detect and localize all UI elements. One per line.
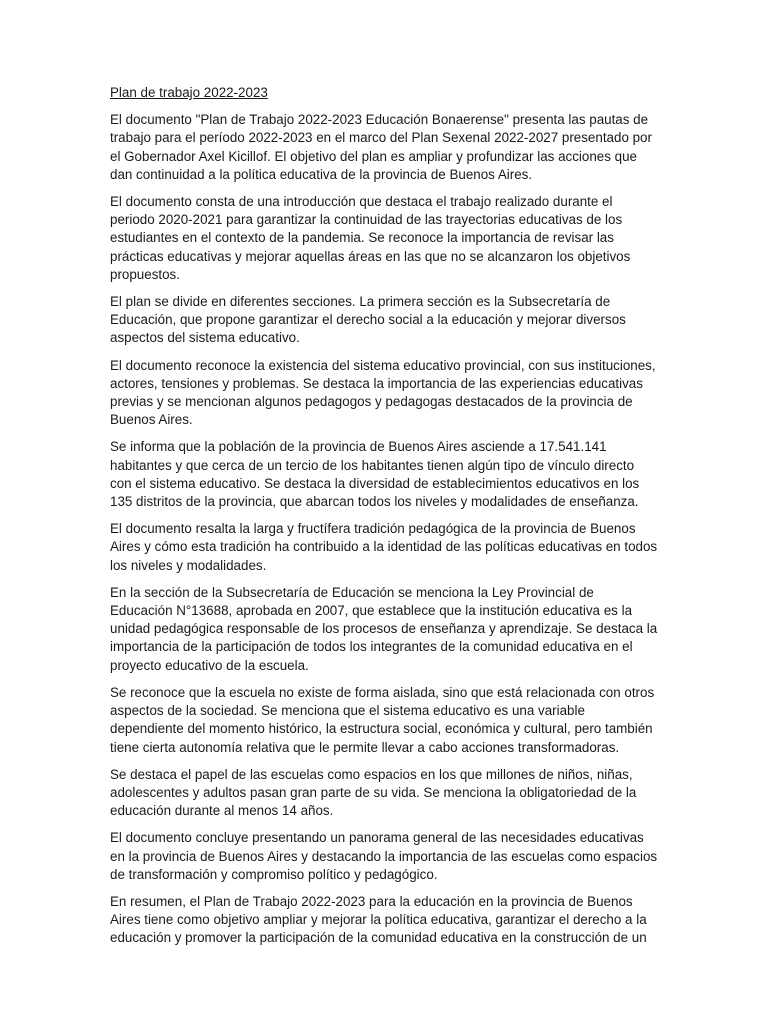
paragraph-9: Se destaca el papel de las escuelas como espacios en los que millones de niños, niñas, adolescentes y adultos pasan gran parte de su vida. Se menciona la obligatoriedad de la educación durante al menos 14 años.: [110, 766, 637, 819]
paragraph-4: El documento reconoce la existencia del sistema educativo provincial, con sus instituciones, actores, tensiones y problemas. Se destaca la importancia de las experiencias educativas previas y se mencionan algunos pedagogos y pedagogas destacados de la provincia de Buenos Aires.: [110, 357, 656, 428]
paragraph-3: El plan se divide en diferentes secciones. La primera sección es la Subsecretaría de Educación, que propone garantizar el derecho social a la educación y mejorar diversos aspectos del sistema educativo.: [110, 294, 626, 346]
paragraph-1: El documento "Plan de Trabajo 2022-2023 Educación Bonaerense" presenta las pautas de trabajo para el período 2022-2023 en el marco del Plan Sexenal 2022-2027 presentado por el Gobernador Axel Kicillof. El objetivo del plan es ampliar y profundizar las acciones que dan continuidad a la política educativa de la provincia de Buenos Aires.: [110, 112, 652, 182]
paragraph-2: El documento consta de una introducción que destaca el trabajo realizado durante el periodo 2020-2021 para garantizar la continuidad de las trayectorias educativas de los estudiantes en el contexto de la pandemia. Se reconoce la importancia de revisar las prácticas educativas y mejorar aquellas áreas en las que no se alcanzaron los objetivos propuestos.: [110, 194, 631, 282]
paragraph-8: Se reconoce que la escuela no existe de forma aislada, sino que está relacionada con otros aspectos de la sociedad. Se menciona que el sistema educativo es una variable dependiente del momento histórico, la estructura social, económica y cultural, pero también tiene cierta autonomía relativa que le permite llevar a cabo acciones transformadoras.: [110, 684, 655, 755]
document-page: [110, 84, 658, 957]
paragraph-5: Se informa que la población de la provincia de Buenos Aires asciende a 17.541.141 habitantes y que cerca de un tercio de los habitantes tienen algún tipo de vínculo directo con el sistema educativo. Se destaca la diversidad de establecimientos educativos en los 135 distritos de la provincia, que abarcan todos los niveles y modalidades de enseñanza.: [110, 439, 640, 510]
document-title: Plan de trabajo 2022-2023: [110, 85, 268, 100]
paragraph-6: El documento resalta la larga y fructífera tradición pedagógica de la provincia de Buenos Aires y cómo esta tradición ha contribuido a la identidad de las políticas educativas en todos los niveles y modalidades.: [110, 521, 658, 573]
paragraph-10: El documento concluye presentando un panorama general de las necesidades educativas en la provincia de Buenos Aires y destacando la importancia de las escuelas como espacios de transformación y compromiso político y pedagógico.: [110, 830, 658, 882]
paragraph-11: En resumen, el Plan de Trabajo 2022-2023 para la educación en la provincia de Buenos Aires tiene como objetivo ampliar y mejorar la política educativa, garantizar el derecho a la educación y promover la participación de la comunidad educativa en la construcción de un: [110, 893, 647, 946]
paragraph-7: En la sección de la Subsecretaría de Educación se menciona la Ley Provincial de Educación N°13688, aprobada en 2007, que establece que la institución educativa es la unidad pedagógica responsable de los procesos de enseñanza y aprendizaje. Se destaca la importancia de la participación de todos los integrantes de la comunidad educativa en el proyecto educativo de la escuela.: [110, 584, 658, 673]
